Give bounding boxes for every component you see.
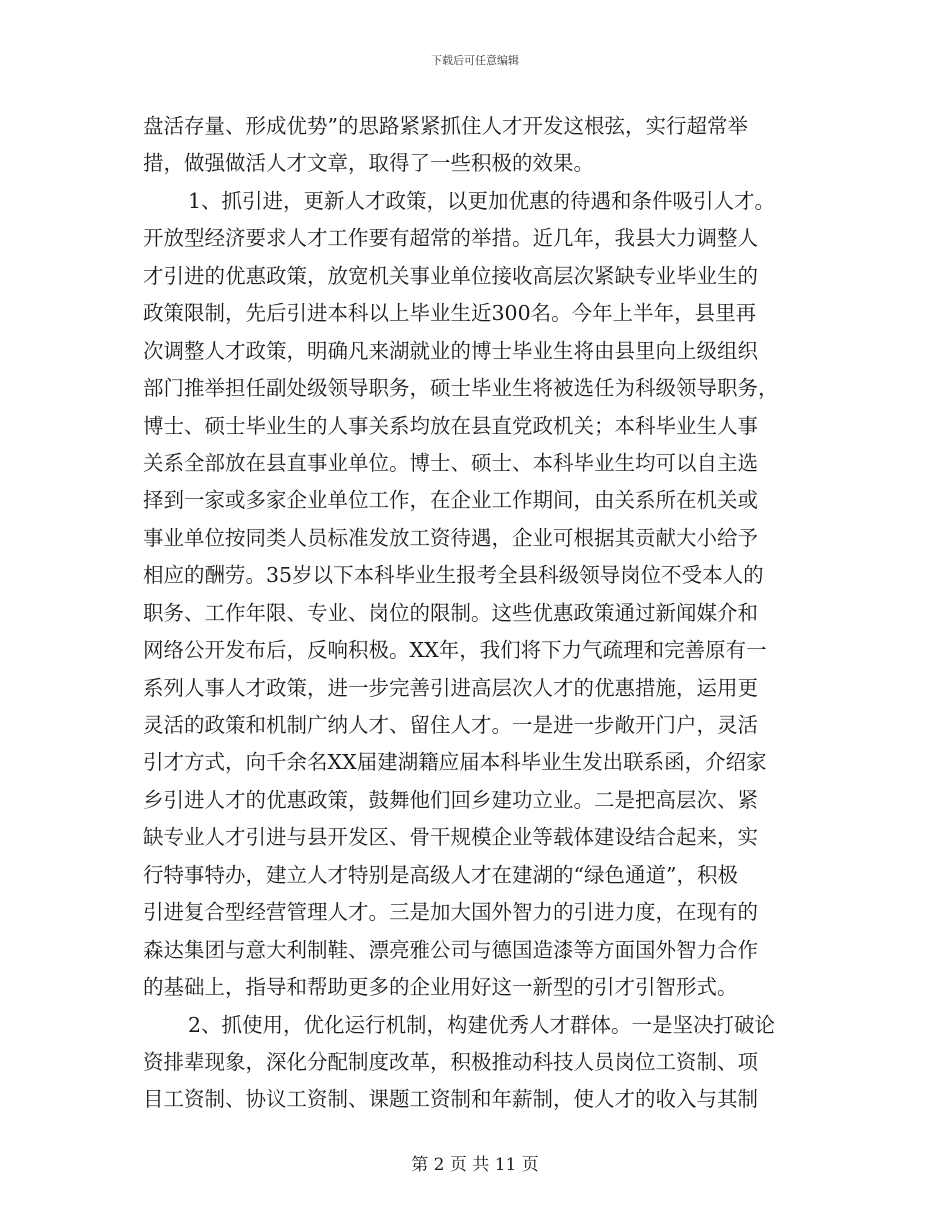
text-line: 关系全部放在县直事业单位。博士、硕士、本科毕业生均可以自主选	[143, 450, 758, 475]
text-line: 系列人事人才政策，进一步完善引进高层次人才的优惠措施，运用更	[143, 675, 758, 700]
text-line: 引才方式，向千余名XX届建湖籍应届本科毕业生发出联系函，介绍家	[143, 750, 767, 775]
text-line: 乡引进人才的优惠政策，鼓舞他们回乡建功立业。二是把高层次、紧	[143, 787, 758, 812]
page-footer: 第 2 页 共 11 页	[411, 1155, 539, 1175]
text-line: 政策限制，先后引进本科以上毕业生近300名。今年上半年，县里再	[143, 301, 757, 326]
text-line: 职务、工作年限、专业、岗位的限制。这些优惠政策通过新闻媒介和	[143, 600, 758, 625]
document-body	[143, 108, 823, 1119]
text-line: 网络公开发布后，反响积极。XX年，我们将下力气疏理和完善原有一	[143, 638, 767, 663]
text-line: 择到一家或多家企业单位工作，在企业工作期间，由关系所在机关或	[143, 488, 758, 513]
text-line: 次调整人才政策，明确凡来湖就业的博士毕业生将由县里向上级组织	[143, 338, 758, 363]
text-line: 盘活存量、形成优势”的思路紧紧抓住人才开发这根弦，实行超常举	[143, 114, 748, 138]
text-line: 开放型经济要求人才工作要有超常的举措。近几年，我县大力调整人	[143, 226, 758, 251]
text-line: 才引进的优惠政策，放宽机关事业单位接收高层次紧缺专业毕业生的	[143, 263, 758, 288]
text-line: 引进复合型经营管理人才。三是加大国外智力的引进力度，在现有的	[143, 900, 758, 925]
text-line: 资排辈现象，深化分配制度改革，积极推动科技人员岗位工资制、项	[143, 1049, 758, 1074]
text-line: 缺专业人才引进与县开发区、骨干规模企业等载体建设结合起来，实	[143, 825, 758, 850]
text-line: 部门推举担任副处级领导职务，硕士毕业生将被选任为科级领导职务，	[143, 376, 779, 401]
text-line: 事业单位按同类人员标准发放工资待遇，企业可根据其贡献大小给予	[143, 525, 758, 550]
paragraph-start-line: 2、抓使用，优化运行机制，构建优秀人才群体。一是坚决打破论	[188, 1012, 776, 1037]
text-line: 博士、硕士毕业生的人事关系均放在县直党政机关；本科毕业生人事	[143, 413, 758, 438]
text-line: 的基础上，指导和帮助更多的企业用好这一新型的引才引智形式。	[143, 975, 738, 1000]
text-line: 目工资制、协议工资制、课题工资制和年薪制，使人才的收入与其制	[143, 1087, 758, 1112]
text-line: 相应的酬劳。35岁以下本科毕业生报考全县科级领导岗位不受本人的	[143, 563, 764, 588]
page-header: 下载后可任意编辑	[431, 54, 519, 67]
paragraph-start-line: 1、抓引进，更新人才政策，以更加优惠的待遇和条件吸引人才。	[188, 188, 776, 213]
text-line: 行特事特办，建立人才特别是高级人才在建湖的“绿色通道”，积极	[143, 862, 738, 887]
text-line: 措，做强做活人才文章，取得了一些积极的效果。	[143, 151, 594, 176]
text-line: 森达集团与意大利制鞋、漂亮雅公司与德国造漆等方面国外智力合作	[143, 937, 758, 962]
text-line: 灵活的政策和机制广纳人才、留住人才。一是进一步敞开门户，灵活	[143, 713, 758, 737]
